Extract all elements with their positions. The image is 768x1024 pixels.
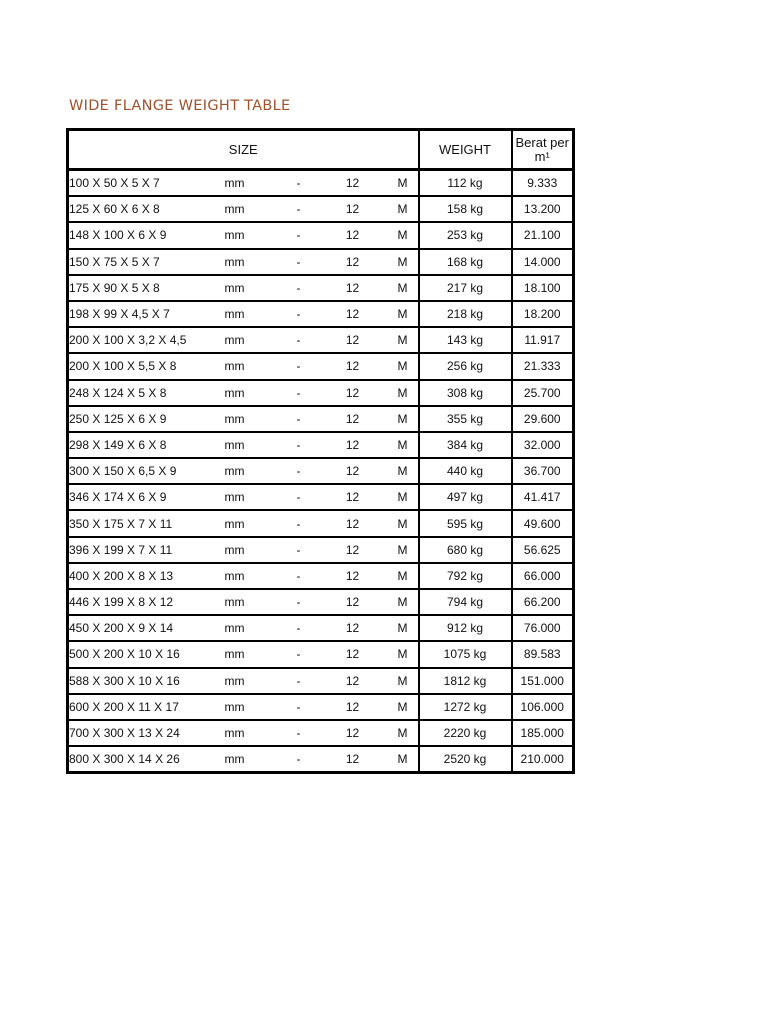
cell-length-unit: M [388,301,419,327]
cell-weight: 217 kg [419,275,512,301]
cell-dash: - [280,537,318,563]
cell-berat-per-m: 76.000 [512,615,574,641]
cell-size: 588 X 300 X 10 X 16 [68,668,225,694]
cell-size: 150 X 75 X 5 X 7 [68,249,225,275]
cell-unit: mm [225,196,280,222]
cell-dash: - [280,484,318,510]
cell-length: 12 [318,196,388,222]
cell-length: 12 [318,563,388,589]
cell-size: 148 X 100 X 6 X 9 [68,222,225,248]
cell-dash: - [296,752,301,767]
cell-length: 12 [318,668,388,694]
cell-length: 12 [318,380,388,406]
cell-length: 12 [318,537,388,563]
cell-berat-per-m: 151.000 [512,668,574,694]
cell-size: 100 X 50 X 5 X 7 [68,170,225,197]
cell-length-unit: M [388,641,419,667]
cell-length: 12 [318,275,388,301]
cell-size: 248 X 124 X 5 X 8 [68,380,225,406]
cell-length: 12 [318,510,388,536]
cell-dash: - [280,589,318,615]
table-row [68,458,574,484]
cell-dash: - [280,406,318,432]
cell-dash: - [280,249,318,275]
cell-berat-per-m: 41.417 [512,484,574,510]
cell-length-unit: M [388,222,419,248]
cell-dash: - [280,222,318,248]
cell-length-unit: M [388,720,419,746]
table-row [68,353,574,379]
cell-dash: - [280,694,318,720]
table-row [68,301,574,327]
table-row [68,641,574,667]
cell-size: 350 X 175 X 7 X 11 [68,510,225,536]
cell-length: 12 [318,720,388,746]
cell-size: 600 X 200 X 11 X 17 [68,694,225,720]
cell-size: 400 X 200 X 8 X 13 [68,563,225,589]
cell-length-unit: M [388,406,419,432]
table-row [68,170,574,197]
cell-unit: mm [225,641,280,667]
cell-size: 200 X 100 X 3,2 X 4,5 [68,327,225,353]
cell-length-unit: M [388,458,419,484]
cell-length: 12 [318,249,388,275]
table-header-row [68,130,574,170]
cell-unit: mm [224,752,245,767]
cell-weight: 792 kg [419,563,512,589]
cell-berat-per-m: 66.000 [512,563,574,589]
cell-length: 12 [318,458,388,484]
cell-weight: 158 kg [419,196,512,222]
cell-length: 12 [318,222,388,248]
cell-dash: - [280,170,318,197]
cell-unit: mm [225,432,280,458]
cell-length: 12 [318,301,388,327]
table-row [68,537,574,563]
cell-unit: mm [225,301,280,327]
cell-length-unit: M [388,615,419,641]
cell-weight: 112 kg [419,170,512,197]
cell-length: 12 [318,641,388,667]
cell-length-unit: M [388,484,419,510]
cell-berat-per-m: 56.625 [512,537,574,563]
table-row [68,563,574,589]
cell-weight: 1075 kg [419,641,512,667]
cell-weight: 168 kg [419,249,512,275]
cell-length-unit: M [388,694,419,720]
cell-dash: - [280,641,318,667]
table-row [68,694,574,720]
cell-weight: 2520 kg [419,746,512,773]
cell-length: 12 [318,353,388,379]
cell-dash: - [280,380,318,406]
cell-size: 200 X 100 X 5,5 X 8 [68,353,225,379]
cell-length-unit: M [388,563,419,589]
cell-dash: - [280,615,318,641]
cell-berat-per-m: 106.000 [512,694,574,720]
table-row [68,510,574,536]
cell-berat-per-m: 21.333 [512,353,574,379]
cell-berat-per-m: 210.000 [520,752,564,767]
cell-dash: - [280,720,318,746]
cell-weight: 355 kg [419,406,512,432]
cell-unit: mm [225,458,280,484]
table-row [68,222,574,248]
cell-length-unit: M [388,746,419,773]
cell-berat-per-m: 9.333 [512,170,574,197]
cell-unit: mm [225,170,280,197]
cell-length-unit: M [388,380,419,406]
cell-length-unit: M [388,170,419,197]
cell-weight: 440 kg [419,458,512,484]
cell-unit: mm [225,353,280,379]
table-row [68,746,574,773]
cell-dash: - [280,275,318,301]
column-header-size: SIZE [68,130,419,170]
weight-table [66,128,575,774]
cell-size: 175 X 90 X 5 X 8 [68,275,225,301]
cell-berat-per-m: 21.100 [512,222,574,248]
cell-size: 446 X 199 X 8 X 12 [68,589,225,615]
cell-size: 346 X 174 X 6 X 9 [68,484,225,510]
column-header-weight: WEIGHT [419,130,512,170]
cell-unit: mm [225,694,280,720]
cell-length-unit: M [388,327,419,353]
cell-berat-per-m: 29.600 [512,406,574,432]
table-row [68,327,574,353]
cell-berat-per-m: 14.000 [512,249,574,275]
cell-size: 500 X 200 X 10 X 16 [68,641,225,667]
cell-length: 12 [318,406,388,432]
table-row [68,432,574,458]
cell-length: 12 [318,170,388,197]
table-row [68,615,574,641]
cell-weight: 253 kg [419,222,512,248]
cell-size: 298 X 149 X 6 X 8 [68,432,225,458]
page-title: WIDE FLANGE WEIGHT TABLE [69,98,291,114]
cell-weight: 2220 kg [419,720,512,746]
cell-weight: 794 kg [419,589,512,615]
table-row [68,275,574,301]
cell-unit: mm [225,720,280,746]
cell-weight: 912 kg [419,615,512,641]
table-body [68,170,574,773]
cell-weight: 143 kg [419,327,512,353]
cell-unit: mm [225,615,280,641]
cell-berat-per-m: 18.200 [512,301,574,327]
cell-unit: mm [225,510,280,536]
cell-size: 300 X 150 X 6,5 X 9 [68,458,225,484]
cell-berat-per-m: 11.917 [512,327,574,353]
cell-size: 250 X 125 X 6 X 9 [68,406,225,432]
cell-unit: mm [225,249,280,275]
cell-length-unit: M [388,589,419,615]
cell-unit: mm [225,275,280,301]
table-row [68,720,574,746]
cell-length-unit: M [388,353,419,379]
cell-weight: 308 kg [419,380,512,406]
cell-length: 12 [318,694,388,720]
cell-unit: mm [225,327,280,353]
cell-dash: - [280,327,318,353]
cell-berat-per-m: 36.700 [512,458,574,484]
cell-berat-per-m: 185.000 [512,720,574,746]
cell-berat-per-m: 32.000 [512,432,574,458]
cell-length: 12 [318,589,388,615]
cell-unit: mm [225,563,280,589]
table-row [68,484,574,510]
cell-unit: mm [225,484,280,510]
cell-length: 12 [318,327,388,353]
cell-weight: 497 kg [419,484,512,510]
cell-length-unit: M [388,510,419,536]
cell-weight: 1812 kg [419,668,512,694]
cell-weight: 1272 kg [419,694,512,720]
cell-berat-per-m: 25.700 [512,380,574,406]
cell-size: 450 X 200 X 9 X 14 [68,615,225,641]
table-row [68,196,574,222]
cell-berat-per-m: 89.583 [512,641,574,667]
cell-dash: - [280,510,318,536]
cell-length: 12 [318,432,388,458]
cell-length-unit: M [388,249,419,275]
cell-dash: - [280,668,318,694]
cell-weight: 680 kg [419,537,512,563]
cell-berat-per-m: 18.100 [512,275,574,301]
cell-berat-per-m: 66.200 [512,589,574,615]
cell-length-unit: M [388,668,419,694]
cell-weight: 218 kg [419,301,512,327]
cell-unit: mm [225,380,280,406]
cell-size: 396 X 199 X 7 X 11 [68,537,225,563]
cell-weight: 256 kg [419,353,512,379]
cell-unit: mm [225,589,280,615]
cell-dash: - [280,563,318,589]
cell-dash: - [280,196,318,222]
cell-unit: mm [225,222,280,248]
cell-berat-per-m: 49.600 [512,510,574,536]
cell-dash: - [280,432,318,458]
cell-weight: 384 kg [419,432,512,458]
cell-length-unit: M [388,537,419,563]
table-row [68,249,574,275]
cell-length-unit: M [388,432,419,458]
cell-length: 12 [318,615,388,641]
cell-length-unit: M [388,275,419,301]
cell-dash: - [280,301,318,327]
cell-size: 125 X 60 X 6 X 8 [68,196,225,222]
cell-length-unit: M [388,196,419,222]
cell-size: 198 X 99 X 4,5 X 7 [68,301,225,327]
cell-unit: mm [225,537,280,563]
cell-size: 700 X 300 X 13 X 24 [68,720,225,746]
cell-berat-per-m: 13.200 [512,196,574,222]
table-row [68,589,574,615]
table-row [68,380,574,406]
cell-size: 800 X 300 X 14 X 26 [69,752,180,767]
table-row [68,668,574,694]
cell-unit: mm [225,406,280,432]
cell-length: 12 [345,752,360,767]
cell-weight: 595 kg [419,510,512,536]
table-row [68,406,574,432]
cell-dash: - [280,353,318,379]
cell-dash: - [280,458,318,484]
column-header-berat: Berat per m¹ [512,130,574,170]
cell-unit: mm [225,668,280,694]
cell-length: 12 [318,484,388,510]
